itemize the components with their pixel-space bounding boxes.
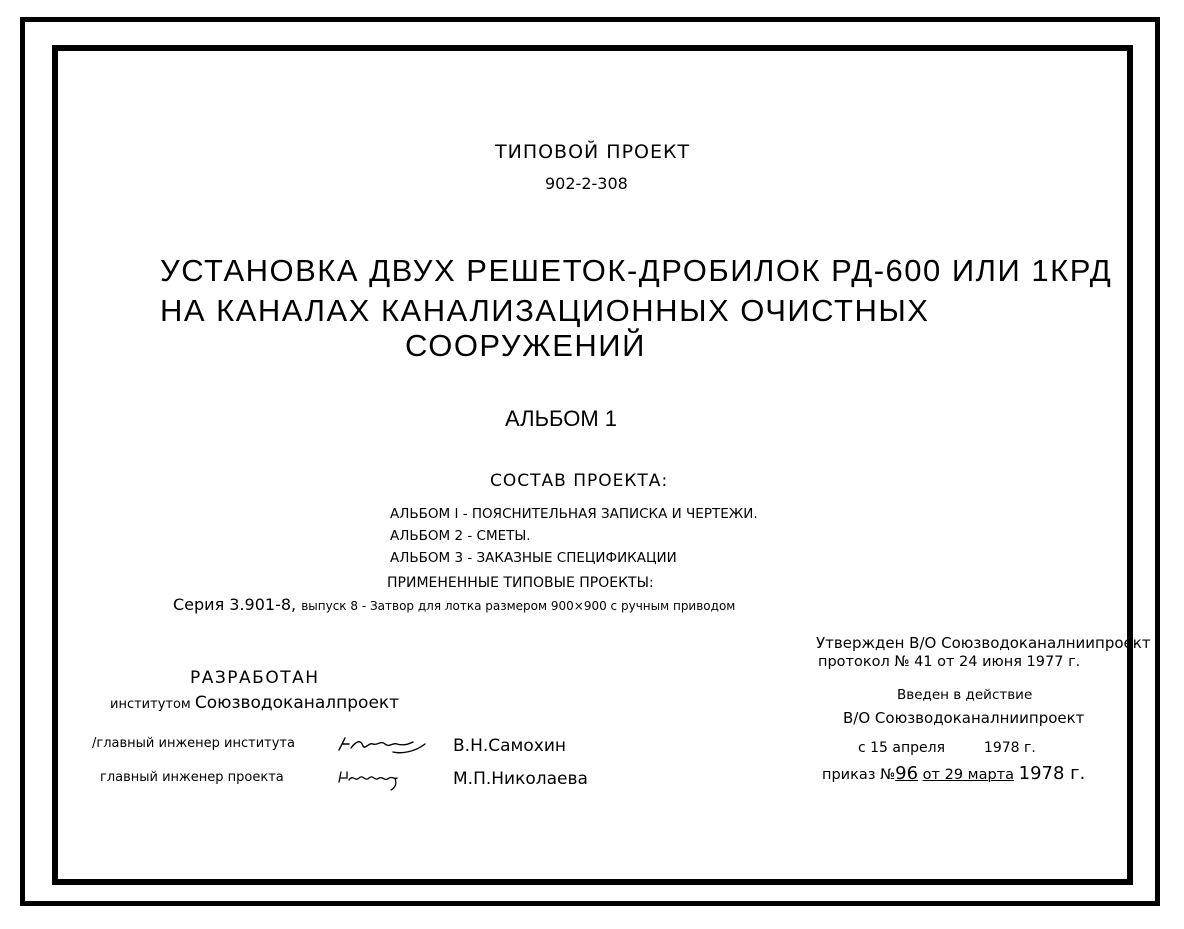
chief-project-title: главный инженер проекта bbox=[100, 770, 284, 785]
developed-by-org: Союзводоканалпроект bbox=[194, 693, 400, 713]
series-main: Серия 3.901-8, bbox=[173, 595, 297, 614]
developed-by-prefix: институтом bbox=[110, 697, 191, 712]
album-label: АЛЬБОМ 1 bbox=[505, 406, 618, 431]
project-type: ТИПОВОЙ ПРОЕКТ bbox=[495, 141, 691, 163]
title-line-2: НА КАНАЛАХ КАНАЛИЗАЦИОННЫХ ОЧИСТНЫХ bbox=[160, 293, 930, 328]
developed-by bbox=[110, 695, 399, 712]
effective-date-line bbox=[858, 741, 1036, 755]
applied-projects-heading: ПРИМЕНЕННЫЕ ТИПОВЫЕ ПРОЕКТЫ: bbox=[387, 575, 654, 591]
order-from: от 29 марта bbox=[922, 767, 1015, 783]
series-detail: выпуск 8 - Затвор для лотка размером 900×900 с ручным приводом bbox=[301, 599, 736, 613]
project-code: 902-2-308 bbox=[545, 174, 628, 193]
intro-org: В/О Союзводоканалниипроект bbox=[843, 709, 1085, 727]
approved-prefix: Утвержден В/О bbox=[816, 634, 937, 652]
approved-org: Союзводоканалниипроект bbox=[941, 634, 1151, 652]
composition-item-3: АЛЬБОМ 3 - ЗАКАЗНЫЕ СПЕЦИФИКАЦИИ bbox=[390, 550, 677, 566]
series-line bbox=[173, 597, 735, 613]
protocol-line: протокол № 41 от 24 июня 1977 г. bbox=[818, 654, 1081, 670]
order-year: 1978 г. bbox=[1018, 763, 1086, 784]
effective-date-year: 1978 г. bbox=[983, 740, 1036, 756]
developed-heading: РАЗРАБОТАН bbox=[190, 668, 320, 688]
signature-samokhin bbox=[335, 730, 430, 758]
signature-nikolaeva bbox=[335, 766, 405, 792]
composition-item-2: АЛЬБОМ 2 - СМЕТЫ. bbox=[390, 528, 531, 544]
effective-date-prefix: с 15 апреля bbox=[858, 740, 946, 756]
order-number: 96 bbox=[895, 763, 919, 784]
order-line bbox=[822, 765, 1085, 783]
chief-institute-title: /главный инженер института bbox=[92, 736, 295, 751]
chief-institute-name: В.Н.Самохин bbox=[453, 736, 566, 756]
composition-item-1: АЛЬБОМ I - ПОЯСНИТЕЛЬНАЯ ЗАПИСКА И ЧЕРТЕЖИ. bbox=[390, 506, 758, 522]
composition-heading: СОСТАВ ПРОЕКТА: bbox=[490, 471, 669, 491]
chief-project-name: М.П.Николаева bbox=[453, 769, 588, 789]
inner-frame bbox=[52, 45, 1133, 885]
title-line-1: УСТАНОВКА ДВУХ РЕШЕТОК-ДРОБИЛОК РД-600 ИЛИ 1КРД bbox=[160, 253, 1113, 288]
intro-heading: Введен в действие bbox=[897, 687, 1033, 703]
title-line-3: СООРУЖЕНИЙ bbox=[405, 328, 646, 363]
order-prefix: приказ № bbox=[822, 767, 896, 783]
approved-line bbox=[816, 636, 1151, 651]
